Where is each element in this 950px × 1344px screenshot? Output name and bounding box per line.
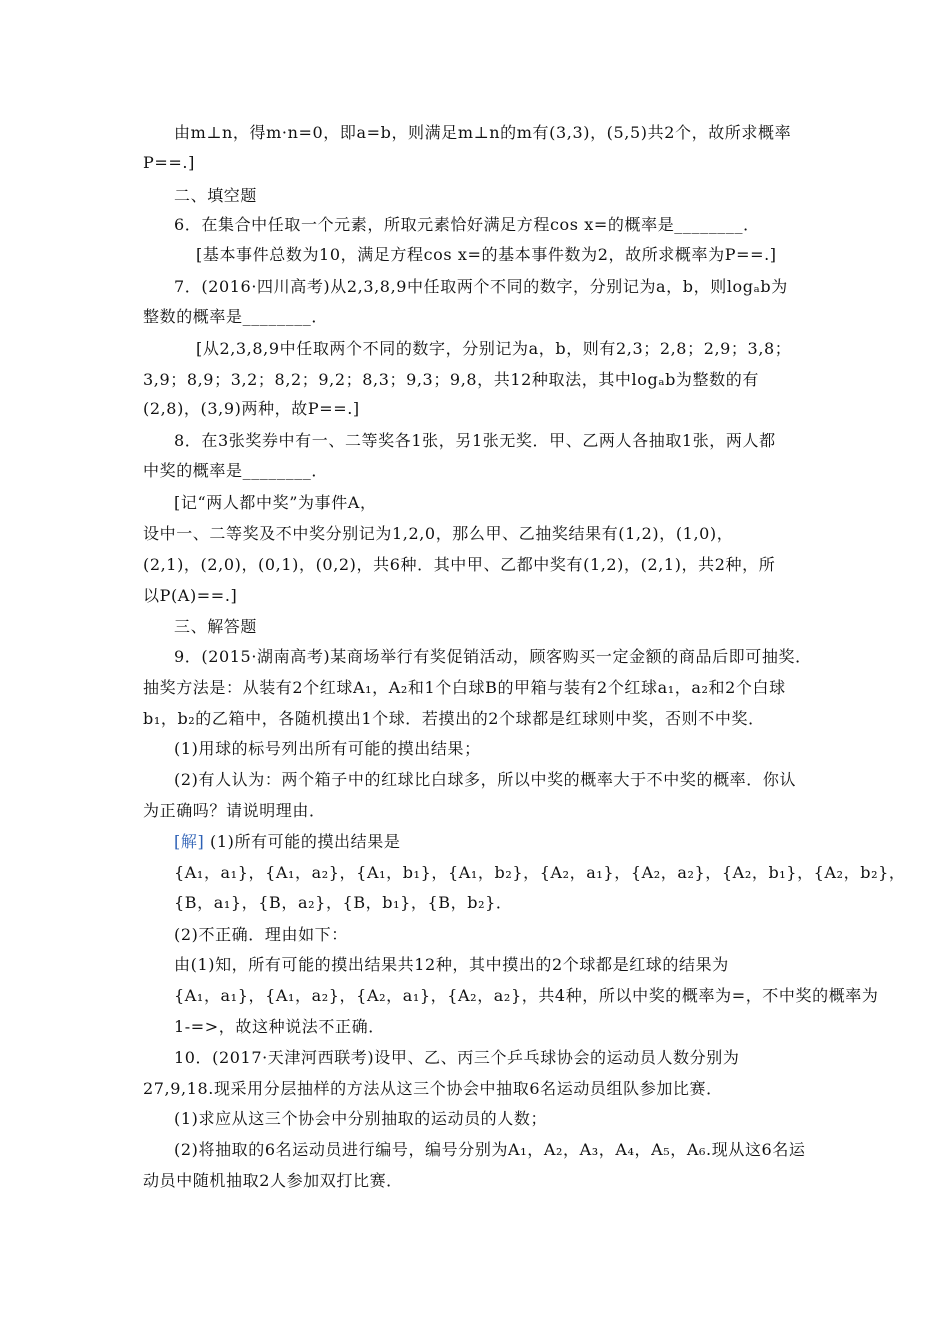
- answer-line: 以P(A)==.]: [143, 586, 238, 605]
- question-line: (1)求应从这三个协会中分别抽取的运动员的人数；: [174, 1109, 548, 1128]
- answer-line: 设中一、二等奖及不中奖分别记为1,2,0，那么甲、乙抽奖结果有(1,2)，(1,0)，: [143, 524, 734, 543]
- section-heading: 二、填空题: [174, 186, 258, 205]
- question-line: 抽奖方法是：从装有2个红球A₁，A₂和1个白球B的甲箱与装有2个红球a₁，a₂和2个白球: [143, 678, 786, 697]
- question-line: (1)用球的标号列出所有可能的摸出结果；: [174, 739, 481, 758]
- question-line: 8．在3张奖券中有一、二等奖各1张，另1张无奖．甲、乙两人各抽取1张，两人都: [174, 431, 776, 450]
- solution-label: [解]: [174, 832, 205, 851]
- question-line: 整数的概率是________．: [143, 307, 329, 326]
- question-line: 动员中随机抽取2人参加双打比赛．: [143, 1171, 403, 1190]
- question-line: (2)将抽取的6名运动员进行编号，编号分别为A₁，A₂，A₃，A₄，A₅，A₆.现从这6名运: [174, 1140, 806, 1159]
- question-line: 6．在集合中任取一个元素，所取元素恰好满足方程cos x=的概率是________．: [174, 215, 760, 234]
- question-line: (2)有人认为：两个箱子中的红球比白球多，所以中奖的概率大于不中奖的概率．你认: [174, 770, 797, 789]
- question-line: 10．(2017·天津河西联考)设甲、乙、丙三个乒乓球协会的运动员人数分别为: [174, 1048, 740, 1067]
- answer-line: [记“两人都中奖”为事件A，: [174, 493, 377, 512]
- answer-line: {B，a₁}，{B，a₂}，{B，b₁}，{B，b₂}．: [174, 893, 513, 912]
- text-line: P==.]: [143, 153, 195, 172]
- answer-line: 3,9；8,9；3,2；8,2；9,2；8,3；9,3；9,8，共12种取法，其中logₐb为整数的有: [143, 370, 759, 389]
- question-line: 9．(2015·湖南高考)某商场举行有奖促销活动，顾客购买一定金额的商品后即可抽奖．: [174, 647, 812, 666]
- answer-line: {A₁，a₁}，{A₁，a₂}，{A₂，a₁}，{A₂，a₂}，共4种，所以中奖的概率为=，不中奖的概率为: [174, 986, 879, 1005]
- answer-line: 由(1)知，所有可能的摸出结果共12种，其中摸出的2个球都是红球的结果为: [174, 955, 729, 974]
- answer-line: 1-=>，故这种说法不正确．: [174, 1017, 385, 1036]
- question-line: 中奖的概率是________．: [143, 461, 329, 480]
- answer-line: [基本事件总数为10，满足方程cos x=的基本事件数为2，故所求概率为P==.]: [196, 245, 777, 264]
- answer-line: (2,8)，(3,9)两种，故P==.]: [143, 399, 360, 418]
- answer-line: (2)不正确．理由如下：: [174, 925, 348, 944]
- question-line: b₁，b₂的乙箱中，各随机摸出1个球．若摸出的2个球都是红球则中奖，否则不中奖．: [143, 709, 765, 728]
- answer-line: (2,1)，(2,0)，(0,1)，(0,2)，共6种．其中甲、乙都中奖有(1,2)，(2,1)，共2种，所: [143, 555, 776, 574]
- question-line: 27,9,18.现采用分层抽样的方法从这三个协会中抽取6名运动员组队参加比赛．: [143, 1079, 723, 1098]
- solution-line: [174, 831, 400, 853]
- answer-line: [从2,3,8,9中任取两个不同的数字，分别记为a，b，则有2,3；2,8；2,9；3,8；: [196, 339, 792, 358]
- question-line: 7．(2016·四川高考)从2,3,8,9中任取两个不同的数字，分别记为a，b，则logₐb为: [174, 277, 788, 296]
- question-line: 为正确吗？请说明理由．: [143, 801, 326, 820]
- text-line: 由m⊥n，得m·n=0，即a=b，则满足m⊥n的m有(3,3)，(5,5)共2个，故所求概率: [174, 123, 792, 142]
- section-heading: 三、解答题: [174, 617, 258, 636]
- answer-line: {A₁，a₁}，{A₁，a₂}，{A₁，b₁}，{A₁，b₂}，{A₂，a₁}，{A₂，a₂}，{A₂，b₁}，{A₂，b₂}，: [174, 863, 906, 882]
- solution-text: (1)所有可能的摸出结果是: [209, 832, 401, 851]
